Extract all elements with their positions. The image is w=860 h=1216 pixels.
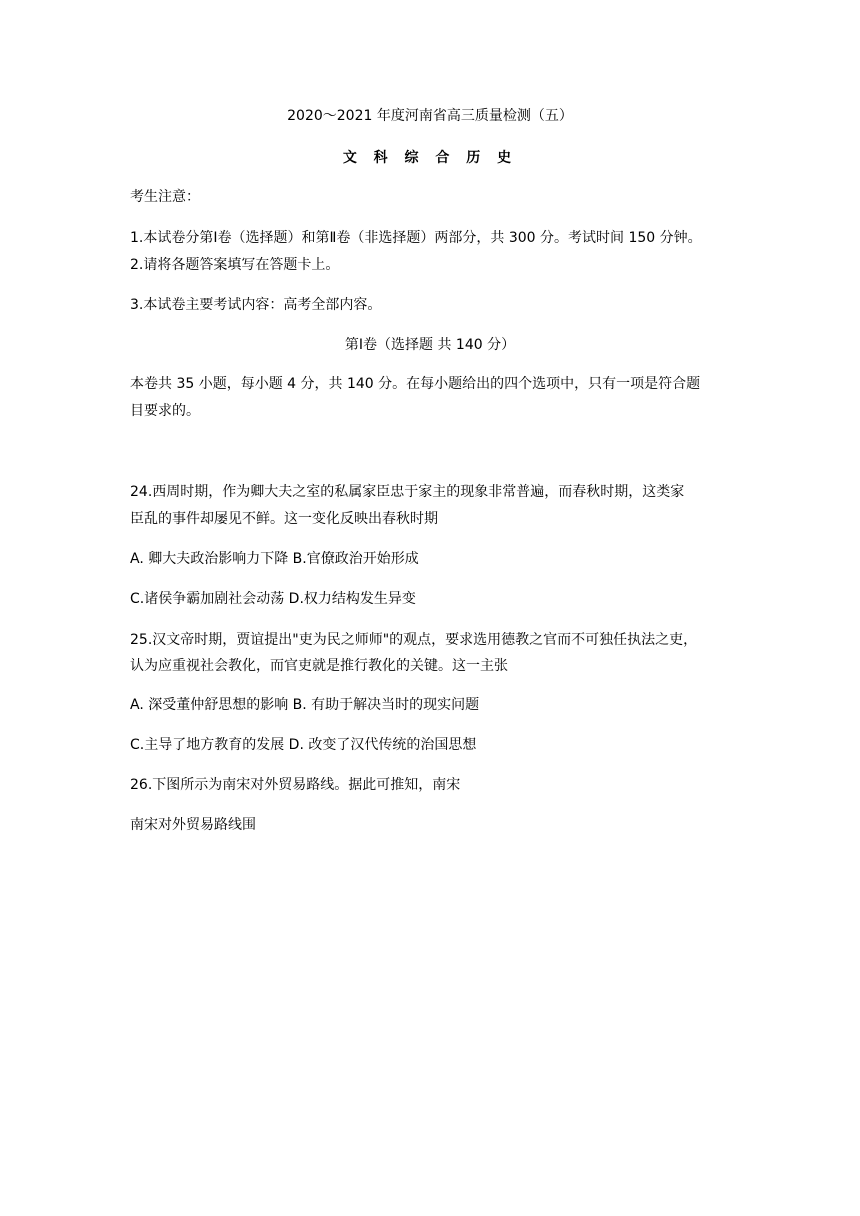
notice-item-1: 1.本试卷分第Ⅰ卷（选择题）和第Ⅱ卷（非选择题）两部分，共 300 分。考试时间 150 分钟。	[130, 230, 702, 246]
section-title: 第Ⅰ卷（选择题 共 140 分）	[344, 337, 516, 353]
notice-item-3: 3.本试卷主要考试内容：高考全部内容。	[130, 297, 382, 313]
notice-heading: 考生注意：	[130, 189, 200, 205]
question-26-stem: 26.下图所示为南宋对外贸易路线。据此可推知，南宋	[130, 777, 461, 793]
notice-item-2: 2.请将各题答案填写在答题卡上。	[130, 257, 340, 273]
section-intro-line-1: 本卷共 35 小题，每小题 4 分，共 140 分。在每小题给出的四个选项中，只有一项是符合题	[130, 376, 701, 392]
question-25-options-line-2: C.主导了地方教育的发展 D. 改变了汉代传统的治国思想	[130, 737, 477, 753]
question-24-options-line-1: A. 卿大夫政治影响力下降 B.官僚政治开始形成	[130, 551, 419, 567]
question-25-stem-line-2: 认为应重视社会教化，而官吏就是推行教化的关键。这一主张	[130, 658, 508, 674]
question-24-options-line-2: C.诸侯争霸加剧社会动荡 D.权力结构发生异变	[130, 591, 416, 607]
figure-caption: 南宋对外贸易路线围	[130, 817, 256, 833]
question-24-stem-line-2: 臣乱的事件却屡见不鲜。这一变化反映出春秋时期	[130, 511, 438, 527]
exam-subtitle: 文 科 综 合 历 史	[342, 150, 518, 166]
section-intro-line-2: 目要求的。	[130, 403, 200, 419]
exam-title: 2020～2021 年度河南省高三质量检测（五）	[287, 108, 573, 124]
question-25-options-line-1: A. 深受董仲舒思想的影响 B. 有助于解决当时的现实问题	[130, 697, 480, 713]
question-25-stem-line-1: 25.汉文帝时期，贾谊提出"吏为民之师师"的观点，要求选用德教之官而不可独任执法之吏，	[130, 632, 698, 648]
question-24-stem-line-1: 24.西周时期，作为卿大夫之室的私属家臣忠于家主的现象非常普遍，而春秋时期，这类家	[130, 484, 685, 500]
